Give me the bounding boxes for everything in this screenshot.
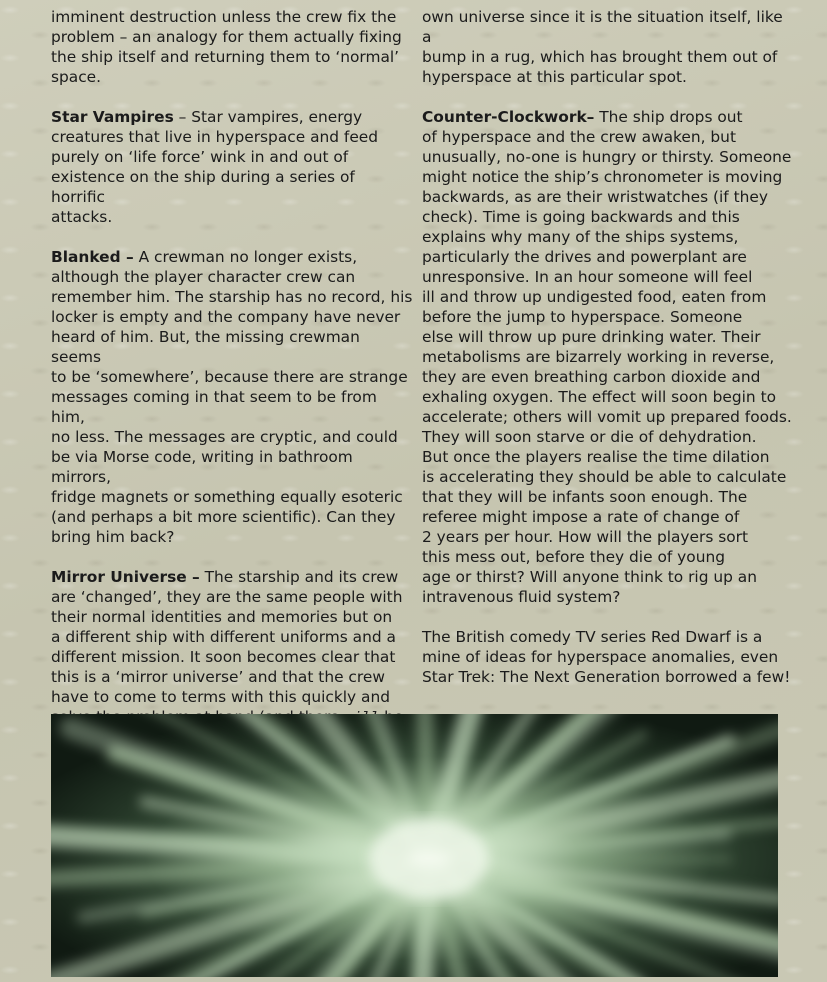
right-column	[422, 7, 794, 707]
heading-star-vampires: Star Vampires	[51, 108, 174, 126]
heading-counter-clockwork: Counter-Clockwork–	[422, 108, 595, 126]
paragraph-star-vampires: Star Vampires – Star vampires, energy creatures that live in hyperspace and feed purely on ‘life force’ wink in and out of existence on the ship during a series of horrific attacks.	[51, 108, 379, 226]
paragraph-mirror-universe: Mirror Universe – The starship and its crew are ‘changed’, they are the same people with their normal identities and memories but on a different ship with different uniforms and a different mission. It soon becomes clear that this is a ‘mirror universe’ and that the crew have to come to terms with this quickly and	[51, 567, 413, 828]
paragraph-own-universe: own universe since it is the situation itself, like a bump in a rug, which has brought them out of hyperspace at this particular spot.	[422, 8, 783, 86]
heading-mirror-universe: Mirror Universe –	[51, 568, 200, 586]
paragraph-blanked: Blanked – A crewman no longer exists, although the player character crew can remember him. The starship has no record, his locker is empty and the company have never heard of him. But, the missing crewman seems to be ‘somewhere’, because there are strange messages coming in that seem to be from him, no less. The messages are cryptic, and could be via Morse code, writing in bathroom mirrors, fridge magnets or something equally esoteric (and perhaps a bit more scientific). Can they bring him back?	[51, 248, 413, 546]
heading-blanked: Blanked –	[51, 248, 134, 266]
paragraph-red-dwarf: The British comedy TV series Red Dwarf is a mine of ideas for hyperspace anomalies, even Star Trek: The Next Generation borrowed a few!	[422, 628, 791, 686]
paragraph-counter-clockwork: Counter-Clockwork– The ship drops out of hyperspace and the crew awaken, but unusually, no-one is hungry or thirsty. Someone might notice the ship’s chronometer is moving backwards, as are their wristwatches (if they check). Time is going backwards and this explains why many of the ships systems, particularly the drives and powerplant are unresponsive. In an hour someone will feel ill and throw up undigested food, eaten from before the jump to hyperspace. Someone else will throw up pure drinking water. Their metabolisms are bizarrely working in reverse, they are even breathing carbon dioxide and exhaling oxygen. The effect will soon begin to accelerate; others will vomit up prepared foods. They will soon starve or die of dehydration. But once the players realise the time dilation is accelerating they should be able to calculate that they will be infants soon enough. The referee might impose a rate of change of 2 years per hour. How will the players sort this mess out, before they die of young age or thirst? Will anyone think to rig up an intravenous fluid system?	[422, 108, 792, 606]
hyperspace-illustration	[51, 714, 778, 977]
paragraph-destruction: imminent destruction unless the crew fix the problem – an analogy for them actually fixing the ship itself and returning them to ‘normal’ space.	[51, 8, 402, 86]
